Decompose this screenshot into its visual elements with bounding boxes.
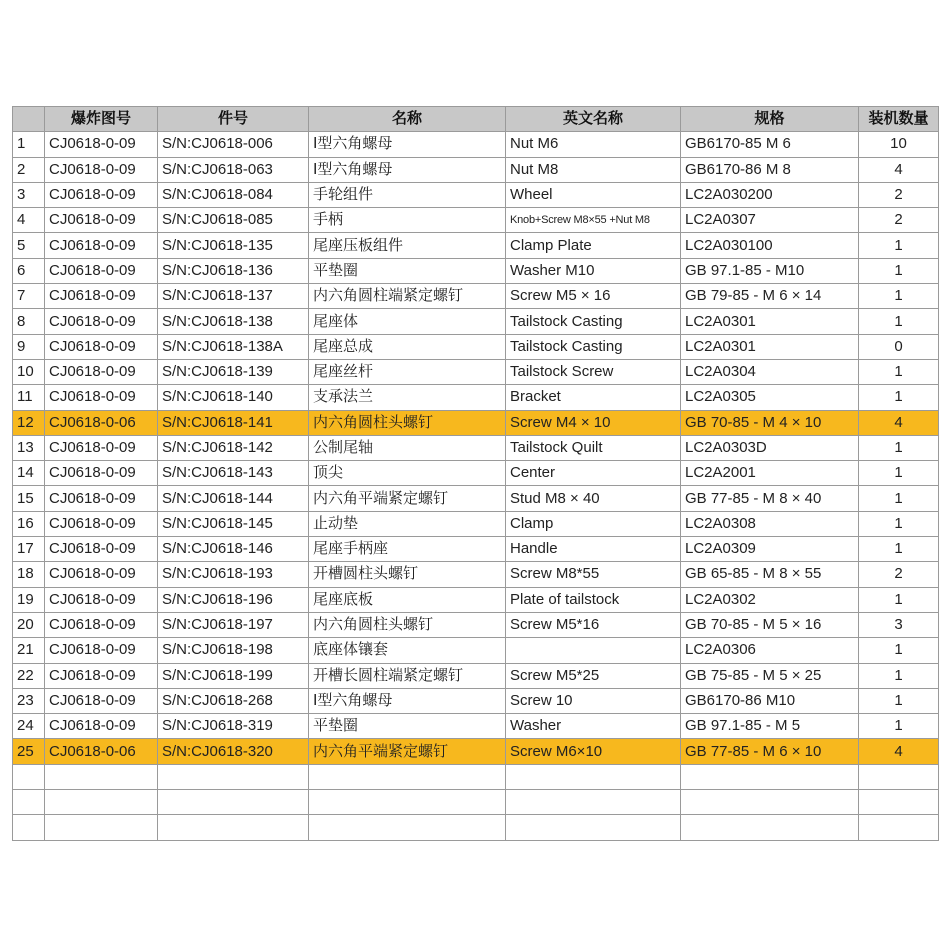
empty-cell	[859, 815, 939, 840]
cell-english-name: Clamp Plate	[506, 233, 681, 258]
table-row	[13, 385, 939, 410]
cell-spec: GB 97.1-85 - M 5	[681, 714, 859, 739]
cell-name: 尾座压板组件	[309, 233, 506, 258]
cell-drawing-no: CJ0618-0-09	[45, 284, 158, 309]
cell-spec: GB 70-85 - M 4 × 10	[681, 410, 859, 435]
cell-part-no: S/N:CJ0618-143	[158, 461, 309, 486]
cell-no: 18	[13, 562, 45, 587]
cell-name: 开槽圆柱头螺钉	[309, 562, 506, 587]
cell-english-name: Washer	[506, 714, 681, 739]
cell-english-name: Screw 10	[506, 688, 681, 713]
cell-drawing-no: CJ0618-0-09	[45, 132, 158, 157]
cell-quantity: 2	[859, 208, 939, 233]
cell-name: 公制尾轴	[309, 435, 506, 460]
table-row	[13, 435, 939, 460]
table-row	[13, 461, 939, 486]
cell-english-name: Tailstock Casting	[506, 334, 681, 359]
cell-english-name: Handle	[506, 537, 681, 562]
table-row	[13, 537, 939, 562]
empty-table-row	[13, 815, 939, 840]
cell-part-no: S/N:CJ0618-268	[158, 688, 309, 713]
empty-cell	[859, 764, 939, 789]
empty-cell	[158, 815, 309, 840]
cell-quantity: 1	[859, 435, 939, 460]
cell-spec: GB 77-85 - M 6 × 10	[681, 739, 859, 764]
cell-no: 7	[13, 284, 45, 309]
table-row	[13, 562, 939, 587]
cell-no: 25	[13, 739, 45, 764]
cell-no: 11	[13, 385, 45, 410]
cell-drawing-no: CJ0618-0-09	[45, 435, 158, 460]
cell-spec: GB6170-86 M10	[681, 688, 859, 713]
cell-spec: GB 77-85 - M 8 × 40	[681, 486, 859, 511]
cell-spec: LC2A0305	[681, 385, 859, 410]
cell-quantity: 1	[859, 638, 939, 663]
cell-drawing-no: CJ0618-0-09	[45, 233, 158, 258]
cell-drawing-no: CJ0618-0-09	[45, 537, 158, 562]
cell-part-no: S/N:CJ0618-137	[158, 284, 309, 309]
table-row	[13, 410, 939, 435]
cell-part-no: S/N:CJ0618-006	[158, 132, 309, 157]
header-no	[13, 107, 45, 132]
cell-english-name: Stud M8 × 40	[506, 486, 681, 511]
empty-cell	[681, 764, 859, 789]
empty-cell	[681, 815, 859, 840]
cell-part-no: S/N:CJ0618-197	[158, 612, 309, 637]
cell-quantity: 1	[859, 511, 939, 536]
cell-quantity: 1	[859, 258, 939, 283]
cell-quantity: 1	[859, 663, 939, 688]
table-row	[13, 208, 939, 233]
table-row	[13, 309, 939, 334]
cell-english-name: Plate of tailstock	[506, 587, 681, 612]
cell-spec: GB 65-85 - M 8 × 55	[681, 562, 859, 587]
cell-no: 12	[13, 410, 45, 435]
table-row	[13, 638, 939, 663]
cell-name: 支承法兰	[309, 385, 506, 410]
table-row	[13, 157, 939, 182]
cell-spec: LC2A0307	[681, 208, 859, 233]
cell-drawing-no: CJ0618-0-09	[45, 714, 158, 739]
empty-cell	[45, 790, 158, 815]
cell-name: 尾座手柄座	[309, 537, 506, 562]
header-quantity: 装机数量	[859, 107, 939, 132]
cell-english-name	[506, 638, 681, 663]
cell-name: 内六角平端紧定螺钉	[309, 486, 506, 511]
cell-english-name: Knob+Screw M8×55 +Nut M8	[506, 208, 681, 233]
cell-quantity: 0	[859, 334, 939, 359]
empty-cell	[506, 815, 681, 840]
empty-cell	[506, 764, 681, 789]
cell-quantity: 4	[859, 157, 939, 182]
cell-no: 15	[13, 486, 45, 511]
cell-quantity: 1	[859, 714, 939, 739]
cell-spec: LC2A0309	[681, 537, 859, 562]
cell-english-name: Nut M8	[506, 157, 681, 182]
cell-drawing-no: CJ0618-0-06	[45, 739, 158, 764]
cell-spec: GB 97.1-85 - M10	[681, 258, 859, 283]
cell-english-name: Washer M10	[506, 258, 681, 283]
cell-spec: LC2A0301	[681, 334, 859, 359]
empty-table-row	[13, 790, 939, 815]
cell-english-name: Screw M5*25	[506, 663, 681, 688]
cell-name: 尾座总成	[309, 334, 506, 359]
cell-quantity: 1	[859, 385, 939, 410]
empty-cell	[13, 764, 45, 789]
cell-quantity: 4	[859, 410, 939, 435]
cell-spec: GB 79-85 - M 6 × 14	[681, 284, 859, 309]
cell-part-no: S/N:CJ0618-193	[158, 562, 309, 587]
empty-cell	[309, 815, 506, 840]
cell-name: 尾座丝杆	[309, 359, 506, 384]
cell-name: 内六角平端紧定螺钉	[309, 739, 506, 764]
cell-english-name: Wheel	[506, 182, 681, 207]
cell-no: 17	[13, 537, 45, 562]
table-row	[13, 587, 939, 612]
cell-drawing-no: CJ0618-0-09	[45, 511, 158, 536]
cell-drawing-no: CJ0618-0-09	[45, 612, 158, 637]
cell-drawing-no: CJ0618-0-09	[45, 587, 158, 612]
cell-quantity: 1	[859, 309, 939, 334]
cell-drawing-no: CJ0618-0-09	[45, 182, 158, 207]
cell-part-no: S/N:CJ0618-144	[158, 486, 309, 511]
cell-drawing-no: CJ0618-0-09	[45, 688, 158, 713]
table-row	[13, 334, 939, 359]
cell-english-name: Screw M6×10	[506, 739, 681, 764]
cell-spec: LC2A0303D	[681, 435, 859, 460]
cell-quantity: 10	[859, 132, 939, 157]
cell-quantity: 1	[859, 359, 939, 384]
cell-drawing-no: CJ0618-0-09	[45, 562, 158, 587]
empty-cell	[13, 815, 45, 840]
header-spec: 规格	[681, 107, 859, 132]
cell-quantity: 1	[859, 284, 939, 309]
cell-drawing-no: CJ0618-0-06	[45, 410, 158, 435]
header-part-no: 件号	[158, 107, 309, 132]
cell-spec: LC2A030200	[681, 182, 859, 207]
cell-english-name: Nut M6	[506, 132, 681, 157]
cell-english-name: Center	[506, 461, 681, 486]
header-drawing-no: 爆炸图号	[45, 107, 158, 132]
empty-cell	[158, 764, 309, 789]
cell-quantity: 1	[859, 587, 939, 612]
cell-no: 5	[13, 233, 45, 258]
empty-cell	[309, 764, 506, 789]
cell-spec: GB6170-86 M 8	[681, 157, 859, 182]
cell-quantity: 1	[859, 486, 939, 511]
cell-no: 24	[13, 714, 45, 739]
empty-cell	[859, 790, 939, 815]
cell-quantity: 1	[859, 233, 939, 258]
cell-part-no: S/N:CJ0618-138	[158, 309, 309, 334]
cell-drawing-no: CJ0618-0-09	[45, 334, 158, 359]
cell-part-no: S/N:CJ0618-320	[158, 739, 309, 764]
cell-quantity: 1	[859, 688, 939, 713]
parts-list-sheet	[12, 106, 938, 841]
cell-drawing-no: CJ0618-0-09	[45, 486, 158, 511]
cell-part-no: S/N:CJ0618-084	[158, 182, 309, 207]
cell-part-no: S/N:CJ0618-198	[158, 638, 309, 663]
cell-english-name: Tailstock Screw	[506, 359, 681, 384]
cell-drawing-no: CJ0618-0-09	[45, 258, 158, 283]
cell-part-no: S/N:CJ0618-196	[158, 587, 309, 612]
cell-no: 16	[13, 511, 45, 536]
cell-english-name: Tailstock Quilt	[506, 435, 681, 460]
cell-english-name: Clamp	[506, 511, 681, 536]
cell-no: 1	[13, 132, 45, 157]
cell-name: 手柄	[309, 208, 506, 233]
cell-part-no: S/N:CJ0618-063	[158, 157, 309, 182]
cell-part-no: S/N:CJ0618-140	[158, 385, 309, 410]
table-row	[13, 258, 939, 283]
table-row	[13, 132, 939, 157]
cell-name: 内六角圆柱头螺钉	[309, 410, 506, 435]
empty-cell	[506, 790, 681, 815]
cell-spec: LC2A0301	[681, 309, 859, 334]
cell-quantity: 1	[859, 537, 939, 562]
cell-no: 9	[13, 334, 45, 359]
cell-name: Ⅰ型六角螺母	[309, 157, 506, 182]
cell-no: 10	[13, 359, 45, 384]
cell-quantity: 2	[859, 182, 939, 207]
table-row	[13, 233, 939, 258]
cell-drawing-no: CJ0618-0-09	[45, 638, 158, 663]
table-row	[13, 739, 939, 764]
cell-name: 手轮组件	[309, 182, 506, 207]
cell-drawing-no: CJ0618-0-09	[45, 309, 158, 334]
cell-name: 尾座体	[309, 309, 506, 334]
parts-table	[12, 106, 939, 841]
cell-english-name: Screw M4 × 10	[506, 410, 681, 435]
cell-drawing-no: CJ0618-0-09	[45, 208, 158, 233]
cell-part-no: S/N:CJ0618-136	[158, 258, 309, 283]
table-row	[13, 284, 939, 309]
cell-part-no: S/N:CJ0618-145	[158, 511, 309, 536]
cell-part-no: S/N:CJ0618-135	[158, 233, 309, 258]
cell-part-no: S/N:CJ0618-146	[158, 537, 309, 562]
cell-spec: GB 70-85 - M 5 × 16	[681, 612, 859, 637]
cell-no: 8	[13, 309, 45, 334]
cell-name: 顶尖	[309, 461, 506, 486]
cell-quantity: 4	[859, 739, 939, 764]
cell-english-name: Screw M5 × 16	[506, 284, 681, 309]
cell-no: 19	[13, 587, 45, 612]
cell-no: 3	[13, 182, 45, 207]
empty-cell	[309, 790, 506, 815]
cell-name: 尾座底板	[309, 587, 506, 612]
cell-no: 20	[13, 612, 45, 637]
cell-english-name: Bracket	[506, 385, 681, 410]
cell-part-no: S/N:CJ0618-139	[158, 359, 309, 384]
table-header-row	[13, 107, 939, 132]
empty-cell	[13, 790, 45, 815]
cell-quantity: 3	[859, 612, 939, 637]
empty-cell	[45, 764, 158, 789]
cell-part-no: S/N:CJ0618-141	[158, 410, 309, 435]
cell-english-name: Tailstock Casting	[506, 309, 681, 334]
cell-no: 23	[13, 688, 45, 713]
table-row	[13, 663, 939, 688]
table-row	[13, 511, 939, 536]
table-row	[13, 688, 939, 713]
table-row	[13, 714, 939, 739]
empty-table-row	[13, 764, 939, 789]
cell-part-no: S/N:CJ0618-142	[158, 435, 309, 460]
cell-no: 6	[13, 258, 45, 283]
cell-name: Ⅰ型六角螺母	[309, 132, 506, 157]
header-english-name: 英文名称	[506, 107, 681, 132]
cell-quantity: 2	[859, 562, 939, 587]
cell-spec: LC2A0302	[681, 587, 859, 612]
cell-name: 开槽长圆柱端紧定螺钉	[309, 663, 506, 688]
cell-drawing-no: CJ0618-0-09	[45, 663, 158, 688]
cell-spec: LC2A030100	[681, 233, 859, 258]
empty-cell	[158, 790, 309, 815]
cell-name: 内六角圆柱头螺钉	[309, 612, 506, 637]
table-row	[13, 182, 939, 207]
cell-spec: GB6170-85 M 6	[681, 132, 859, 157]
table-row	[13, 359, 939, 384]
cell-name: 平垫圈	[309, 714, 506, 739]
cell-no: 4	[13, 208, 45, 233]
cell-part-no: S/N:CJ0618-085	[158, 208, 309, 233]
cell-drawing-no: CJ0618-0-09	[45, 461, 158, 486]
cell-spec: LC2A0304	[681, 359, 859, 384]
cell-no: 14	[13, 461, 45, 486]
table-body	[13, 132, 939, 840]
cell-english-name: Screw M8*55	[506, 562, 681, 587]
cell-spec: LC2A0306	[681, 638, 859, 663]
cell-spec: GB 75-85 - M 5 × 25	[681, 663, 859, 688]
cell-spec: LC2A2001	[681, 461, 859, 486]
cell-quantity: 1	[859, 461, 939, 486]
cell-drawing-no: CJ0618-0-09	[45, 157, 158, 182]
cell-name: 底座体镶套	[309, 638, 506, 663]
cell-name: 止动垫	[309, 511, 506, 536]
cell-drawing-no: CJ0618-0-09	[45, 385, 158, 410]
cell-no: 13	[13, 435, 45, 460]
cell-spec: LC2A0308	[681, 511, 859, 536]
cell-english-name: Screw M5*16	[506, 612, 681, 637]
cell-drawing-no: CJ0618-0-09	[45, 359, 158, 384]
table-row	[13, 612, 939, 637]
cell-part-no: S/N:CJ0618-319	[158, 714, 309, 739]
empty-cell	[45, 815, 158, 840]
cell-name: 平垫圈	[309, 258, 506, 283]
cell-no: 22	[13, 663, 45, 688]
cell-no: 21	[13, 638, 45, 663]
cell-part-no: S/N:CJ0618-138A	[158, 334, 309, 359]
empty-cell	[681, 790, 859, 815]
cell-part-no: S/N:CJ0618-199	[158, 663, 309, 688]
table-row	[13, 486, 939, 511]
header-name: 名称	[309, 107, 506, 132]
cell-name: Ⅰ型六角螺母	[309, 688, 506, 713]
cell-name: 内六角圆柱端紧定螺钉	[309, 284, 506, 309]
cell-no: 2	[13, 157, 45, 182]
